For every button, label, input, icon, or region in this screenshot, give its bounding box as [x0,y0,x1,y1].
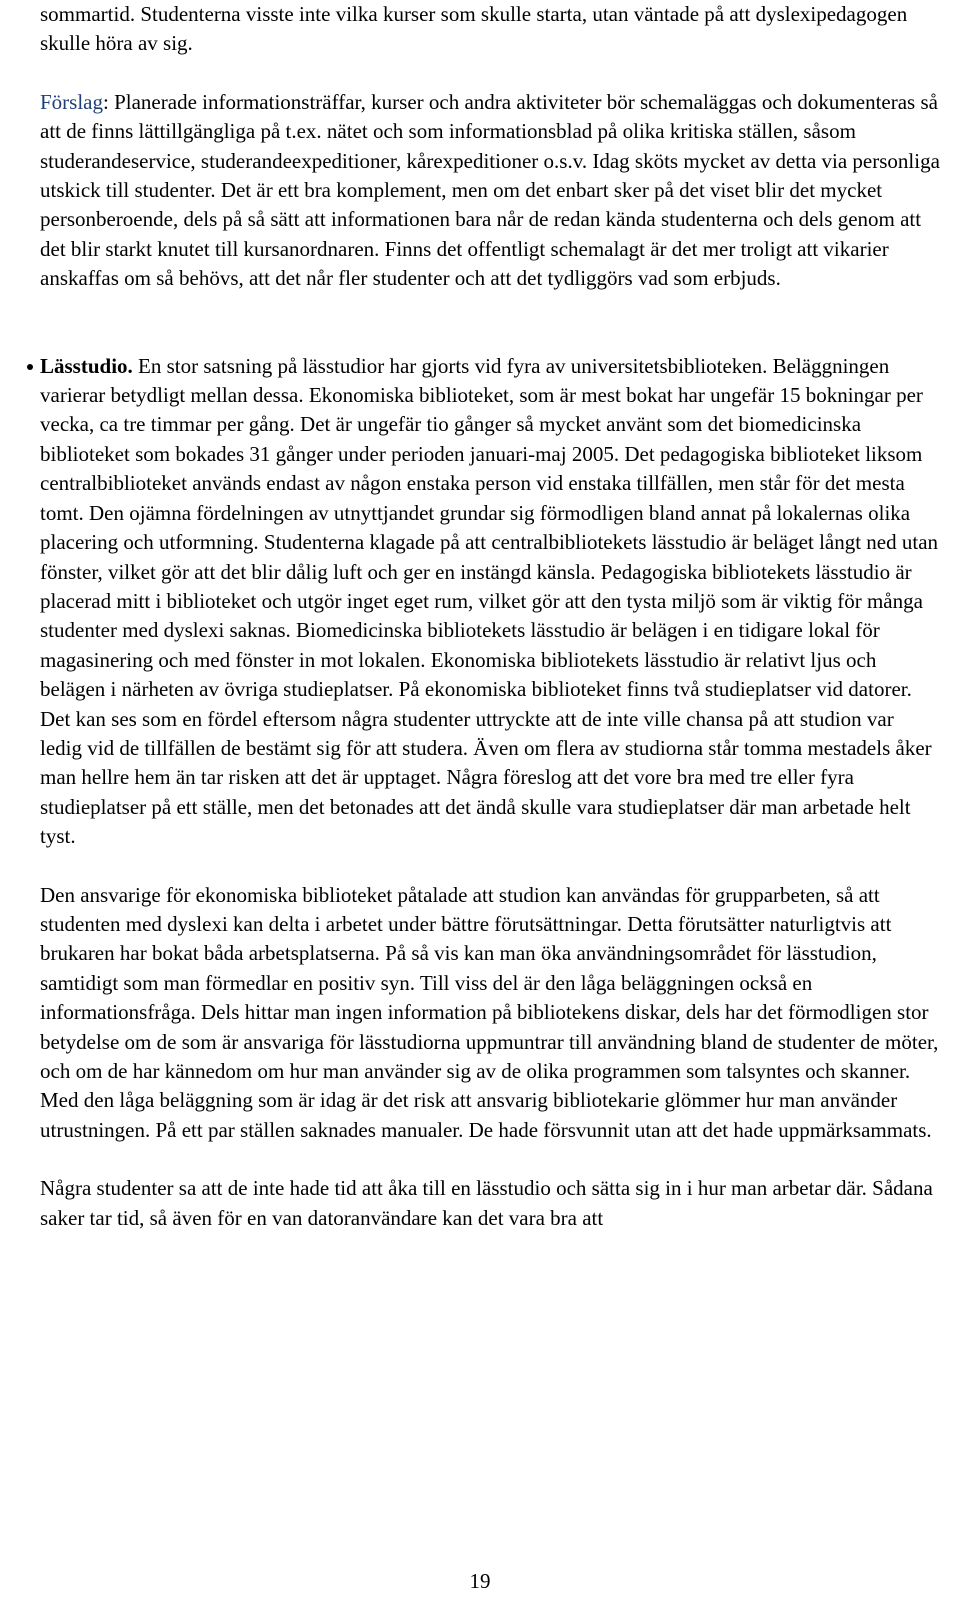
spacer [40,59,940,88]
bullet-item-lasstudio [40,352,940,852]
bullet-paragraph [40,352,940,852]
paragraph-students: Några studenter sa att de inte hade tid att åka till en lässtudio och sätta sig in i hur man arbetar där. Sådana saker tar tid, så även för en van datoranvändare kan det vara bra att [40,1176,933,1230]
page-number: 19 [469,1569,491,1593]
bullet-text: En stor satsning på lässtudior har gjorts vid fyra av universitetsbiblioteken. Beläggningen varierar betydligt mellan dessa. Ekonomiska biblioteket, som är mest bokat har ungefär 15 bokningar per vecka, ca tre timmar per gång. Det är ungefär tio gånger så mycket använt som det biomedicinska biblioteket som bokades 31 gånger under perioden januari-maj 2005. Det pedagogiska biblioteket liksom centralbiblioteket används endast av någon enstaka person vid enstaka tillfällen, men står för det mesta tomt. Den ojämna fördelningen av utnyttjandet grundar sig förmodligen bland annat på lokalernas olika placering och utformning. Studenterna klagade på att centralbibliotekets lässtudio är beläget långt ned utan fönster, vilket gör att det blir dålig luft och ger en instängd känsla. Pedagogiska bibliotekets lässtudio är placerad mitt i biblioteket och utgör inget eget rum, vilket gör att den tysta miljö som är viktig för många studenter med dyslexi saknas. Biomedicinska bibliotekets lässtudio är belägen i en tidigare lokal för magasinering och med fönster in mot lokalen. Ekonomiska bibliotekets lässtudio är relativt ljus och belägen i närheten av övriga studieplatser. På ekonomiska biblioteket finns två studieplatser vid datorer. Det kan ses som en fördel eftersom några studenter uttryckte att de inte ville chansa på att studion var ledig vid de tillfällen de bestämt sig för att studera. Även om flera av studiorna står tomma mestadels åker man hellre hem än tar risken att det är upptaget. Några föreslog att det vore bra med tre eller fyra studieplatser på ett ställe, men det betonades att det ändå skulle vara studieplatser där man arbetade helt tyst. [40,353,939,849]
suggestion-text: Planerade informationsträffar, kurser och andra aktiviteter bör schemaläggas och dokumenteras så att de finns lättillgängliga på t.ex. nätet och som informationsblad på olika kritiska ställen, såsom studerandeservice, studerandeexpeditioner, kårexpeditioner o.s.v. Idag sköts mycket av detta via personliga utskick till studenter. Det är ett bra komplement, men om det enbart sker på det viset blir det mycket personberoende, dels på så sätt att informationen bara når de redan kända studenterna och dels genom att det blir starkt knutet till kursanordnaren. Finns det offentligt schemalagt är det mer troligt att vikarier anskaffas om så behövs, att det når fler studenter och att det tydliggörs vad som erbjuds. [40,89,940,291]
suggestion-colon: : [103,89,115,114]
spacer [40,294,940,352]
spacer [40,852,940,881]
paragraph-continuation: sommartid. Studenterna visste inte vilka kurser som skulle starta, utan väntade på att dyslexipedagogen skulle höra av sig. [40,2,908,56]
suggestion-label: Förslag [40,89,103,114]
paragraph-responsible: Den ansvarige för ekonomiska biblioteket påtalade att studion kan användas för grupparbeten, så att studenten med dyslexi kan delta i arbetet under bättre förutsättningar. Detta förutsätter naturligtvis att brukaren har bokat båda arbetsplatserna. På så vis kan man öka användningsområdet för lässtudion, samtidigt som man förmedlar en positiv syn. Till viss del är den låga beläggningen också en informationsfråga. Dels hittar man ingen information på bibliotekens diskar, dels har det förmodligen stor betydelse om de som är ansvariga för lässtudiorna uppmuntrar till användning bland de studenter de möter, och om de har kännedom om hur man använder sig av de olika programmen som talsyntes och skanner. Med den låga beläggning som är idag är det risk att ansvarig bibliotekarie glömmer hur man använder utrustningen. På ett par ställen saknades manualer. De hade försvunnit utan att det hade uppmärksammats. [40,882,939,1142]
bullet-heading: Lässtudio. [40,353,133,378]
spacer [40,1145,940,1174]
document-page [40,0,940,1233]
bullet-icon [27,364,33,370]
paragraph-suggestion [40,88,940,294]
